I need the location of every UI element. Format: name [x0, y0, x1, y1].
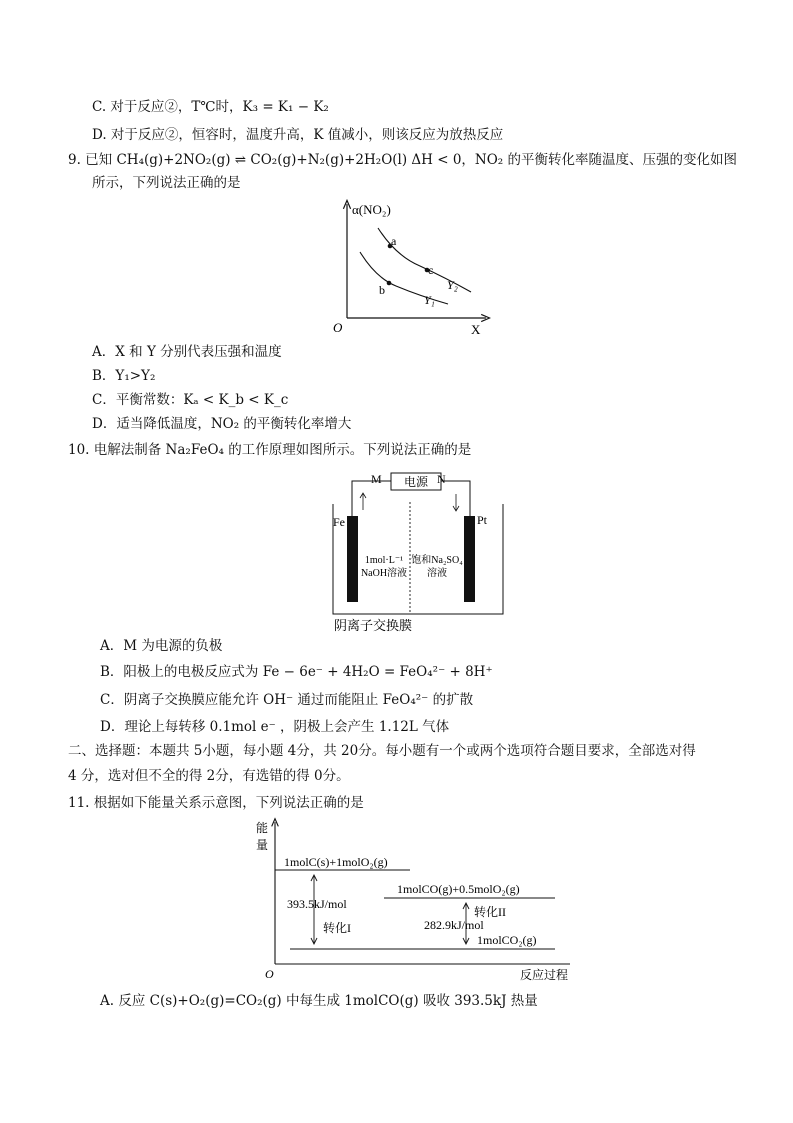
q10-fe-electrode [347, 516, 358, 602]
q9-label-y2: Y₂ [447, 278, 458, 292]
q9-y-label: α(NO₂) [352, 202, 391, 217]
q10-figure [330, 468, 506, 634]
q9-label-b: b [379, 283, 385, 297]
q9-point-b [387, 281, 392, 286]
q10-membrane-label: 阴离子交换膜 [334, 618, 413, 633]
q11-figure [252, 816, 582, 984]
q11-delta-1: 393.5kJ/mol [287, 897, 347, 911]
q9-option-a: A．X 和 Y 分别代表压强和温度 [92, 344, 282, 360]
q10-m-label: M [371, 472, 382, 486]
q10-left-sol-2: NaOH溶液 [360, 568, 408, 579]
q10-left-sol-1: 1mol·L⁻¹ [364, 555, 404, 566]
q10-wire-left [352, 481, 391, 516]
q10-option-d: D．理论上每转移 0.1mol e⁻ ，阴极上会产生 1.12L 气体 [100, 719, 450, 735]
q9-stem-line2: 所示，下列说法正确的是 [92, 175, 241, 191]
q11-y-label-1: 能 [256, 821, 269, 835]
q8-option-c: C. 对于反应②，T℃时，K₃ = K₁ − K₂ [92, 99, 329, 115]
q10-right-sol-2: 溶液 [427, 568, 447, 579]
section2-header-line1: 二、选择题：本题共 5小题，每小题 4分，共 20分。每小题有一个或两个选项符合题目要求，全部选对得 [68, 743, 696, 759]
q11-origin: O [265, 967, 274, 981]
q9-label-y1: Y₁ [424, 293, 435, 307]
q11-stem: 11. 根据如下能量关系示意图，下列说法正确的是 [68, 795, 364, 811]
q9-origin: O [333, 320, 343, 335]
q10-stem: 10. 电解法制备 Na₂FeO₄ 的工作原理如图所示。下列说法正确的是 [68, 442, 472, 458]
q11-y-label-2: 量 [256, 838, 269, 852]
q9-figure [328, 196, 498, 338]
q11-level-mid-label: 1molCO(g)+0.5molO₂(g) [397, 882, 520, 896]
q9-option-c: C．平衡常数：Kₐ < K_b < K_c [92, 392, 289, 408]
q10-pt-electrode [464, 516, 475, 602]
q10-right-sol-1: 饱和Na₂SO₄ [411, 555, 463, 566]
q11-level-top-label: 1molC(s)+1molO₂(g) [284, 855, 388, 869]
section2-header-line2: 4 分，选对但不全的得 2分，有选错的得 0分。 [68, 768, 350, 784]
q10-power-label: 电源 [403, 475, 429, 489]
q8-option-d: D. 对于反应②，恒容时，温度升高，K 值减小，则该反应为放热反应 [92, 127, 504, 143]
q10-fe-label: Fe [333, 515, 345, 529]
q11-path-2: 转化II [474, 905, 506, 919]
q11-level-bottom-label: 1molCO₂(g) [477, 933, 537, 947]
q10-pt-label: Pt [477, 513, 488, 527]
q10-option-a: A．M 为电源的负极 [100, 638, 223, 654]
q11-delta-2: 282.9kJ/mol [424, 918, 484, 932]
q11-option-a: A. 反应 C(s)+O₂(g)=CO₂(g) 中每生成 1molCO(g) 吸收 393.5kJ 热量 [100, 993, 538, 1009]
q9-stem-line1: 9. 已知 CH₄(g)+2NO₂(g) ⇌ CO₂(g)+N₂(g)+2H₂O(l) ΔH < 0，NO₂ 的平衡转化率随温度、压强的变化如图 [68, 152, 737, 168]
q10-n-label: N [437, 472, 446, 486]
q9-option-b: B．Y₁>Y₂ [92, 368, 156, 384]
q9-label-a: a [391, 234, 397, 248]
q11-path-1: 转化I [323, 921, 351, 935]
q9-option-d: D．适当降低温度，NO₂ 的平衡转化率增大 [92, 416, 352, 432]
q10-option-b: B．阳极上的电极反应式为 Fe − 6e⁻ + 4H₂O = FeO₄²⁻ + 8H⁺ [100, 664, 493, 680]
q10-option-c: C．阴离子交换膜应能允许 OH⁻ 通过而能阻止 FeO₄²⁻ 的扩散 [100, 692, 474, 708]
q11-x-label: 反应过程 [520, 968, 569, 982]
q9-x-label: X [471, 322, 481, 337]
q9-label-c: c [428, 263, 434, 277]
